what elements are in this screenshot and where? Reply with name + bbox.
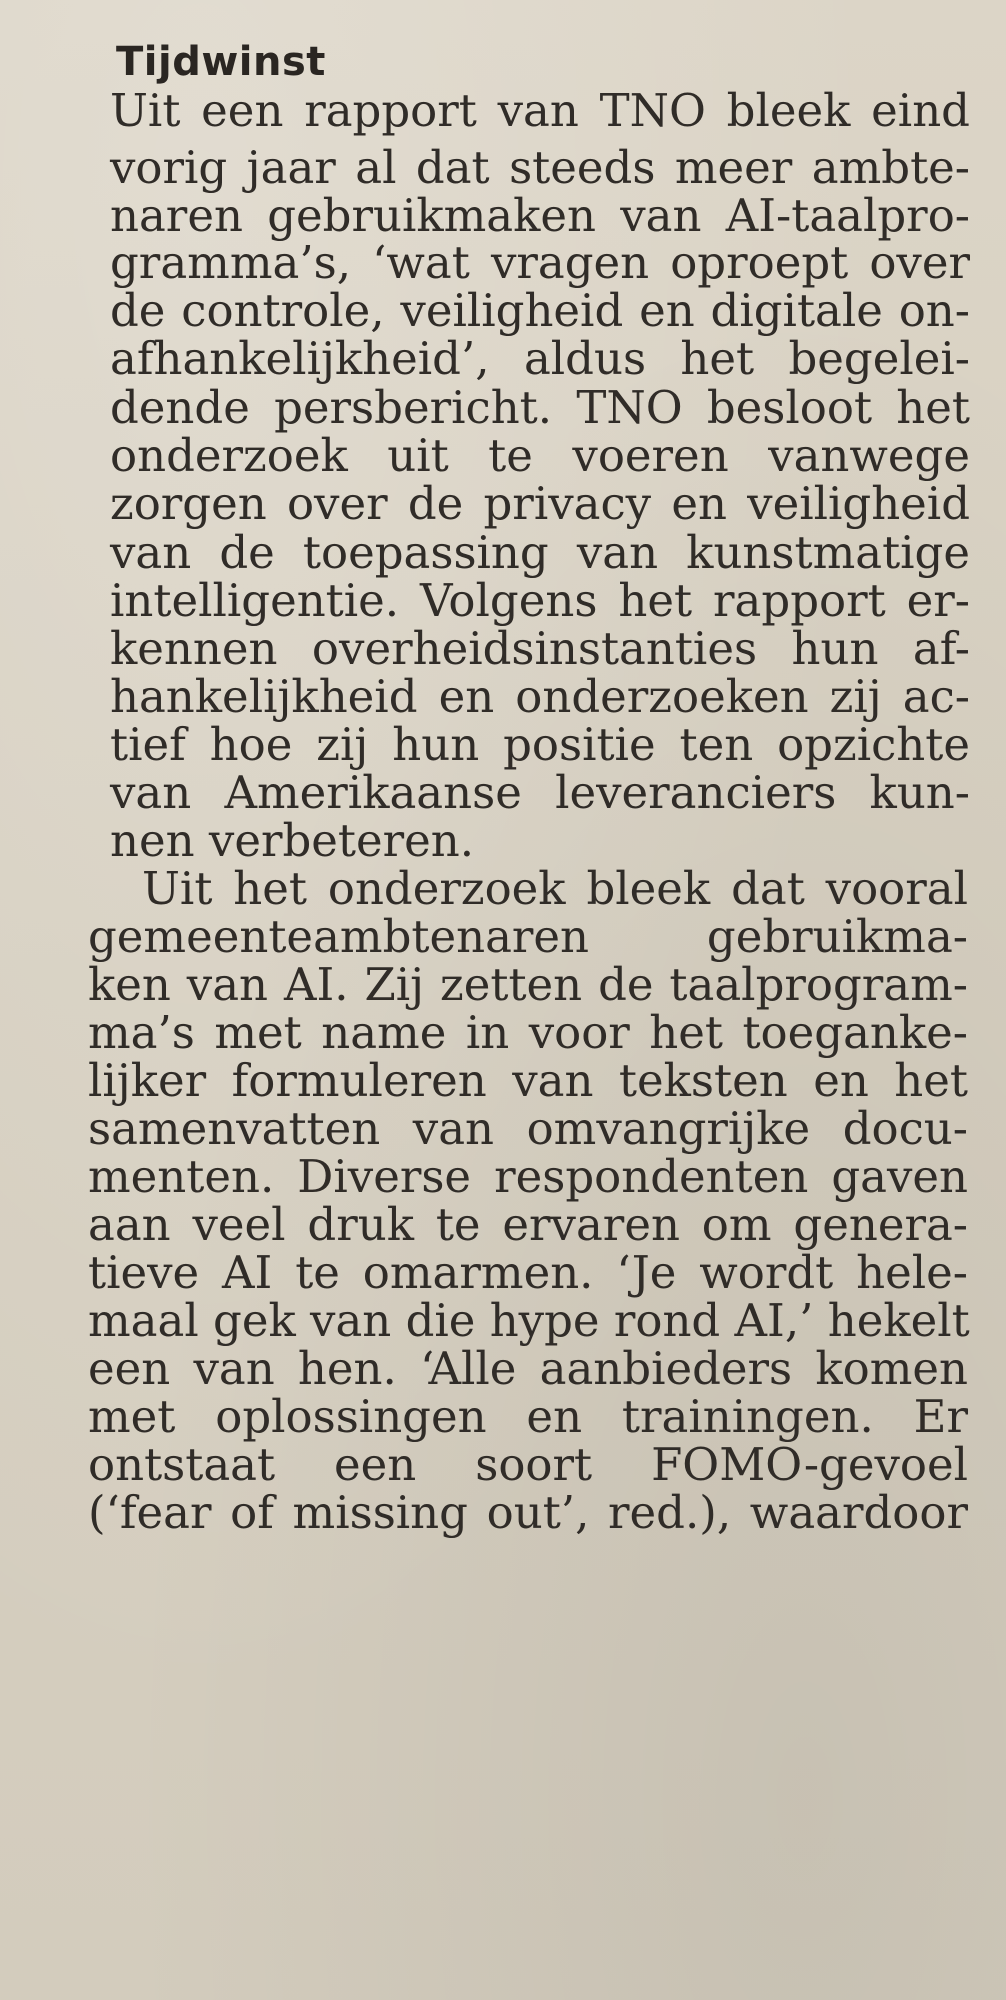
text-line: tieve AI te omarmen. ‘Je wordt hele- xyxy=(88,1246,968,1299)
text-line: hankelijkheid en onderzoeken zij ac- xyxy=(110,670,970,723)
text-line: ontstaat een soort FOMO-gevoel xyxy=(88,1438,968,1491)
text-line: zorgen over de privacy en veiligheid xyxy=(110,477,970,530)
text-line: van Amerikaanse leveranciers kun- xyxy=(110,766,970,819)
text-line: ma’s met name in voor het toeganke- xyxy=(88,1006,968,1059)
text-line: menten. Diverse respondenten gaven xyxy=(88,1150,968,1203)
text-line: dende persbericht. TNO besloot het xyxy=(110,381,970,434)
text-line: (‘fear of missing out’, red.), waardoor xyxy=(88,1486,968,1539)
text-line: nen verbeteren. xyxy=(110,814,475,867)
text-line: een van hen. ‘Alle aanbieders komen xyxy=(88,1342,968,1395)
text-line: maal gek van die hype rond AI,’ hekelt xyxy=(88,1294,970,1347)
text-line: vorig jaar al dat steeds meer ambte- xyxy=(110,141,970,194)
text-line: tief hoe zij hun positie ten opzichte xyxy=(110,718,970,771)
text-line: gramma’s, ‘wat vragen oproept over xyxy=(110,236,970,289)
text-line: onderzoek uit te voeren vanwege xyxy=(110,429,970,482)
text-line: afhankelijkheid’, aldus het begelei- xyxy=(110,332,970,385)
text-line: intelligentie. Volgens het rapport er- xyxy=(110,574,970,627)
text-line: Uit een rapport van TNO bleek eind xyxy=(110,84,970,137)
text-line: samenvatten van omvangrijke docu- xyxy=(88,1102,968,1155)
text-line: naren gebruikmaken van AI-taalpro- xyxy=(110,189,970,242)
text-line: Uit het onderzoek bleek dat vooral xyxy=(142,862,968,915)
section-heading: Tijdwinst xyxy=(116,39,326,85)
text-line: gemeenteambtenaren gebruikma- xyxy=(88,910,968,963)
text-line: lijker formuleren van teksten en het xyxy=(88,1054,968,1107)
text-line: aan veel druk te ervaren om genera- xyxy=(88,1198,968,1251)
text-line: de controle, veiligheid en digitale on- xyxy=(110,284,970,337)
text-line: van de toepassing van kunstmatige xyxy=(110,526,970,579)
text-line: kennen overheidsinstanties hun af- xyxy=(110,622,970,675)
text-line: met oplossingen en trainingen. Er xyxy=(88,1390,968,1443)
text-line: ken van AI. Zij zetten de taalprogram- xyxy=(88,958,968,1011)
